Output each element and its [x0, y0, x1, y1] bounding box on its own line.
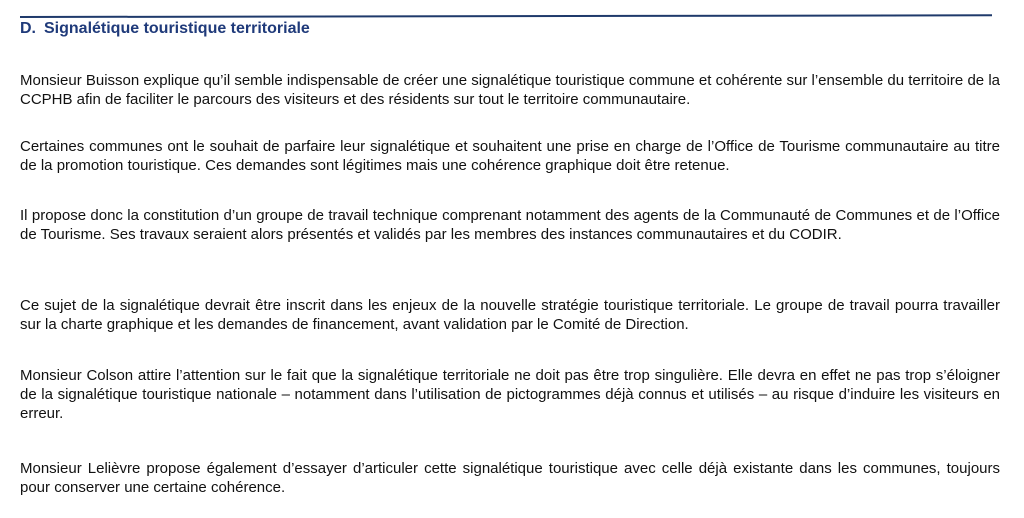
section-heading — [20, 20, 310, 38]
section-letter: D. — [20, 20, 36, 37]
paragraph-buisson: Monsieur Buisson explique qu’il semble indispensable de créer une signalétique touristique commune et cohérente sur l’ensemble du territoire de la CCPHB afin de faciliter le parcours des visiteurs et des résidents sur tout le territoire communautaire. — [20, 72, 1000, 108]
paragraph-communes: Certaines communes ont le souhait de parfaire leur signalétique et souhaitent une prise en charge de l’Office de Tourisme communautaire au titre de la promotion touristique. Ces demandes sont légitimes mais une cohérence graphique doit être retenue. — [20, 138, 1000, 174]
paragraph-colson: Monsieur Colson attire l’attention sur le fait que la signalétique territoriale ne doit pas être trop singulière. Elle devra en effet ne pas trop s’éloigner de la signalétique touristique nationale – notamment dans l’utilisation de pictogrammes déjà connus et utilisés – au risque d’induire les visiteurs en erreur. — [20, 367, 1000, 422]
paragraph-groupe-travail: Il propose donc la constitution d’un groupe de travail technique comprenant notamment des agents de la Communauté de Communes et de l’Office de Tourisme. Ses travaux seraient alors présentés et validés par les membres des instances communautaires et du CODIR. — [20, 207, 1000, 243]
header-rule — [20, 14, 992, 18]
paragraph-lelievre: Monsieur Lelièvre propose également d’essayer d’articuler cette signalétique touristique avec celle déjà existante dans les communes, toujours pour conserver une certaine cohérence. — [20, 460, 1000, 496]
paragraph-strategie: Ce sujet de la signalétique devrait être inscrit dans les enjeux de la nouvelle stratégie touristique territoriale. Le groupe de travail pourra travailler sur la charte graphique et les demandes de financement, avant validation par le Comité de Direction. — [20, 297, 1000, 333]
section-title: Signalétique touristique territoriale — [44, 20, 310, 37]
